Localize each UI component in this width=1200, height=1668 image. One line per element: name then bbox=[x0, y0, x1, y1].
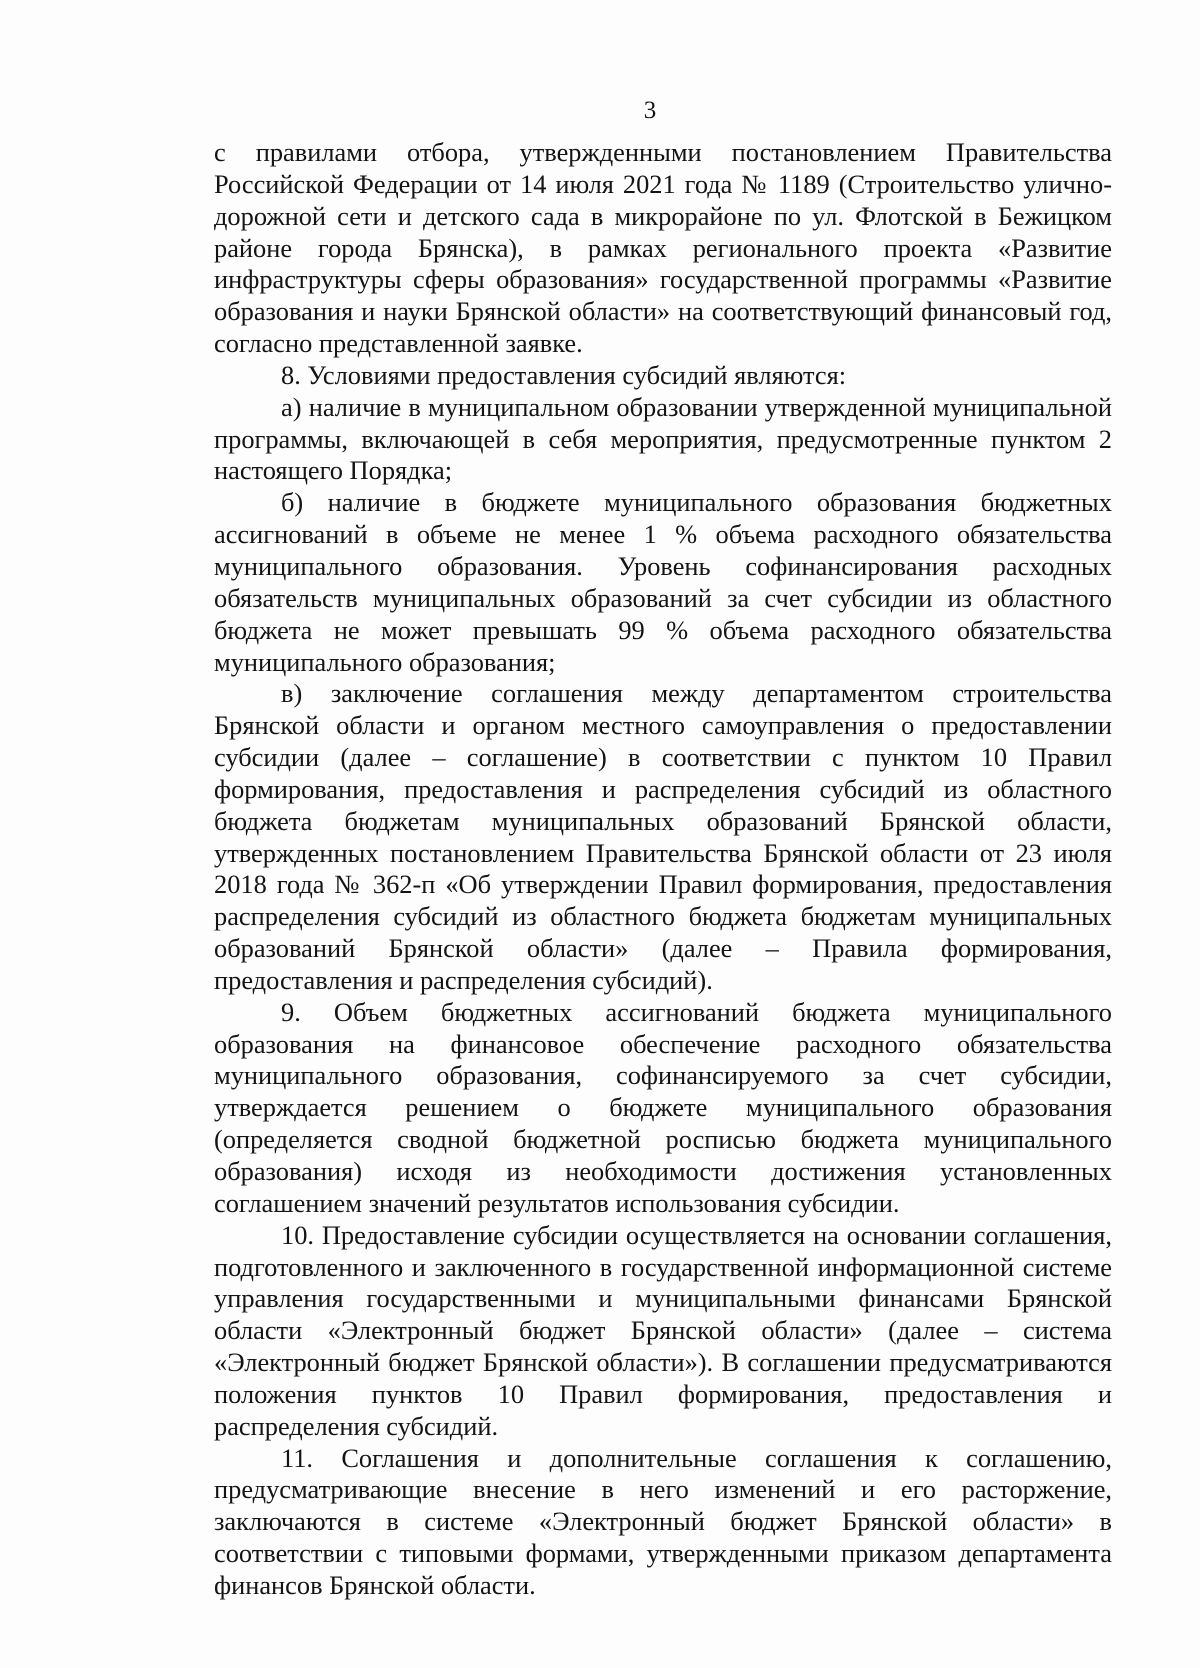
paragraph-continuation: с правилами отбора, утвержденными постановлением Правительства Российской Федерации от 14 июля 2021 года № 1189 (Строительство улично-дорожной сети и детского сада в микрорайоне по ул. Флотской в Бежицком районе города Брянска), в рамках регионального проекта «Развитие инфраструктуры сферы образования» государственной программы «Развитие образования и науки Брянской области» на соответствующий финансовый год, согласно представленной заявке. bbox=[214, 137, 1112, 359]
paragraph-item-8b: б) наличие в бюджете муниципального образования бюджетных ассигнований в объеме не менее 1 % объема расходного обязательства муниципального образования. Уровень софинансирования расходных обязательств муниципальных образований за счет субсидии из областного бюджета не может превышать 99 % объема расходного обязательства муниципального образования; bbox=[214, 487, 1112, 677]
paragraph-item-10: 10. Предоставление субсидии осуществляется на основании соглашения, подготовленного и заключенного в государственной информационной системе управления государственными и муниципальными финансами Брянской области «Электронный бюджет Брянской области» (далее – система «Электронный бюджет Брянской области»). В соглашении предусматриваются положения пунктов 10 Правил формирования, предоставления и распределения субсидий. bbox=[214, 1219, 1112, 1441]
paragraph-item-8: 8. Условиями предоставления субсидий являются: bbox=[281, 359, 847, 390]
paragraph-item-9: 9. Объем бюджетных ассигнований бюджета муниципального образования на финансовое обеспечение расходного обязательства муниципального образования, софинансируемого за счет субсидии, утверждается решением о бюджете муниципального образования (определяется сводной бюджетной росписью бюджета муниципального образования) исходя из необходимости достижения установленных соглашением значений результатов использования субсидии. bbox=[214, 996, 1112, 1218]
paragraph-item-8v: в) заключение соглашения между департаментом строительства Брянской области и органом местного самоуправления о предоставлении субсидии (далее – соглашение) в соответствии с пунктом 10 Правил формирования, предоставления и распределения субсидий из областного бюджета бюджетам муниципальных образований Брянской области, утвержденных постановлением Правительства Брянской области от 23 июля 2018 года № 362-п «Об утверждении Правил формирования, предоставления распределения субсидий из областного бюджета бюджетам муниципальных образований Брянской области» (далее – Правила формирования, предоставления и распределения субсидий). bbox=[214, 678, 1112, 995]
paragraph-item-11: 11. Соглашения и дополнительные соглашения к соглашению, предусматривающие внесение в него изменений и его расторжение, заключаются в системе «Электронный бюджет Брянской области» в соответствии с типовыми формами, утвержденными приказом департамента финансов Брянской области. bbox=[214, 1442, 1112, 1600]
paragraph-item-8a: а) наличие в муниципальном образовании утвержденной муниципальной программы, включающей в себя мероприятия, предусмотренные пунктом 2 настоящего Порядка; bbox=[214, 391, 1112, 486]
page-number: 3 bbox=[643, 97, 657, 124]
document-body bbox=[214, 137, 1112, 1602]
